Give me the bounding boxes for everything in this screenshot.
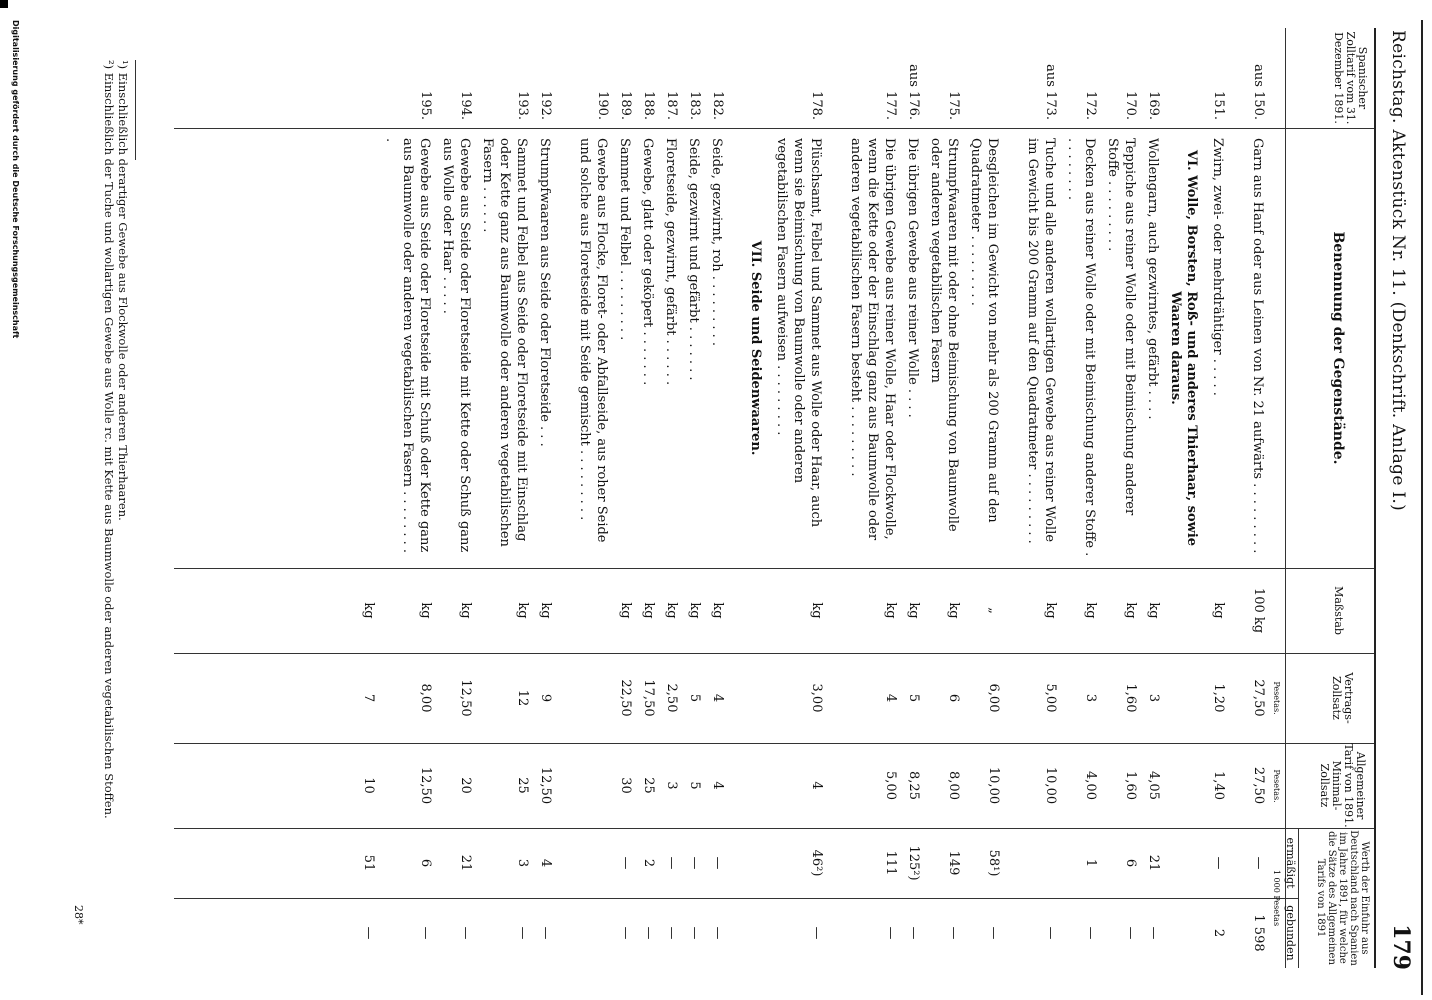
- footnote: ¹) Einschließlich derartiger Gewebe aus Flockwolle oder anderen Thierhaaren.: [116, 60, 130, 521]
- general-rate-cell: 8,00: [946, 771, 961, 800]
- tariff-number: 193.: [515, 91, 530, 120]
- reduced-value-cell: —: [664, 856, 679, 870]
- tariff-number: 170.: [1123, 91, 1138, 120]
- general-rate-cell: 25: [515, 777, 530, 794]
- general-rate-cell: 4,00: [1083, 771, 1098, 800]
- bound-value-cell: —: [458, 926, 473, 940]
- tariff-number: aus 173.: [1043, 64, 1058, 120]
- signature-mark: 28*: [72, 905, 85, 925]
- bound-value-cell: —: [361, 926, 376, 940]
- convention-rate-cell: 9: [538, 693, 553, 703]
- item-description: Teppiche aus reiner Wolle oder mit Beimischung anderer Stoffe . . . . . . . . .: [1105, 138, 1137, 516]
- item-description: Die übrigen Gewebe aus reiner Wolle . . . .: [905, 138, 920, 418]
- reduced-value-cell: 21: [1146, 854, 1161, 872]
- general-rate-cell: 12,50: [418, 766, 433, 805]
- col-header-reduced: ermäßigt: [1284, 837, 1297, 889]
- general-rate-cell: 20: [458, 777, 473, 794]
- bound-value-cell: —: [946, 926, 961, 940]
- col-header-description: Benennung der Gegenstände.: [1330, 231, 1346, 465]
- reduced-value-cell: —: [710, 856, 725, 870]
- reduced-value-cell: 6: [418, 858, 433, 868]
- item-description: Gewebe aus Seide oder Floretseide mit Schuß oder Kette ganz aus Baumwolle oder anderen vegetabilischen Fasern . . . . . . . . .: [383, 138, 432, 554]
- bound-value-cell: —: [538, 926, 553, 940]
- convention-rate-cell: 1,20: [1211, 683, 1226, 713]
- unit-cell: kg: [1083, 602, 1098, 619]
- item-description: Gewebe aus Flocke, Floret- oder Abfallseide, aus roher Seide und solche aus Floretseide mit Seide gemischt . . . . . . . . .: [577, 138, 609, 543]
- item-description: Strumpfwaaren mit oder ohne Beimischung von Baumwolle oder anderen vegetabilischen Fasern: [928, 138, 960, 532]
- convention-rate-cell: 5,00: [1043, 683, 1058, 713]
- bound-value-cell: 1 598: [1251, 914, 1266, 952]
- general-rate-cell: 4: [809, 781, 824, 790]
- item-description: Seide, gezwirnt, roh . . . . . . . . .: [709, 138, 724, 347]
- tariff-number: 192.: [538, 91, 553, 120]
- item-description: Desgleichen im Gewicht von mehr als 200 Gramm auf den Quadratmeter . . . . . . . . .: [968, 138, 1000, 523]
- item-description: Sammet und Felbel aus Seide oder Floretseide mit Einschlag oder Kette ganz aus Baumwolle oder anderen vegetabilischen Fasern . . . . . .: [480, 138, 529, 547]
- convention-rate-cell: 1,60: [1123, 683, 1138, 713]
- tariff-number: aus 150.: [1251, 64, 1266, 120]
- general-rate-cell: 10,00: [1043, 766, 1058, 805]
- convention-rate-cell: 3: [1083, 693, 1098, 703]
- tariff-number: 172.: [1083, 91, 1098, 120]
- general-rate-cell: 5,00: [883, 771, 898, 800]
- convention-rate-cell: 22,50: [618, 679, 633, 717]
- unit-cell: kg: [641, 602, 656, 619]
- convention-rate-cell: 6: [946, 693, 961, 703]
- bound-value-cell: —: [883, 926, 898, 940]
- general-rate-cell: 30: [618, 777, 633, 794]
- unit-cell: kg: [361, 602, 376, 619]
- unit-cell: kg: [883, 602, 898, 619]
- reduced-value-cell: 6: [1123, 858, 1138, 868]
- unit-cell: „: [986, 607, 1001, 614]
- col-divider: [174, 898, 1299, 899]
- col-header-unit: Maßstab: [1332, 586, 1345, 635]
- convention-rate-cell: 7: [361, 693, 376, 703]
- item-description: Zwirn, zwei- oder mehrdrähtiger . . . . .: [1210, 138, 1225, 396]
- tariff-number: 194.: [458, 91, 473, 120]
- unit-cell: kg: [458, 602, 473, 619]
- item-description: Plüschsamt, Felbel und Sammet aus Wolle oder Haar, auch wenn sie Beimischung von Baumwolle oder anderen vegetabilischen Fasern aufweisen . . . . . . . . .: [774, 138, 823, 528]
- tariff-number: aus 176.: [906, 64, 921, 120]
- tariff-number: 169.: [1146, 91, 1161, 120]
- bound-value-cell: —: [515, 926, 530, 940]
- header-title: Reichstag. Aktenstück Nr. 11. (Denkschrift. Anlage I.): [1388, 30, 1408, 512]
- unit-cell: kg: [710, 602, 725, 619]
- col-divider: [174, 568, 1374, 569]
- tariff-number: 175.: [946, 91, 961, 120]
- bound-value-cell: —: [687, 926, 702, 940]
- tariff-number: 182.: [710, 91, 725, 120]
- tariff-number: 189.: [618, 91, 633, 120]
- tariff-table: [174, 28, 1376, 968]
- reduced-value-cell: 111: [883, 850, 898, 876]
- bound-value-cell: —: [664, 926, 679, 940]
- reduced-value-cell: 21: [458, 854, 473, 872]
- bound-value-cell: —: [906, 926, 921, 940]
- subheader-rule: [1298, 828, 1299, 968]
- reduced-value-cell: 1: [1083, 858, 1098, 868]
- bound-value-cell: —: [641, 926, 656, 940]
- running-header: [1380, 30, 1420, 970]
- bound-value-cell: —: [418, 926, 433, 940]
- convention-rate-cell: 5: [687, 693, 702, 703]
- reduced-value-cell: —: [1251, 856, 1266, 870]
- header-rule: [1285, 28, 1286, 968]
- general-rate-cell: 10: [361, 777, 376, 794]
- reduced-value-cell: —: [1211, 856, 1226, 870]
- bound-value-cell: —: [1083, 926, 1098, 940]
- col-header-tariff: Spanischer Zolltarif vom 31. Dezember 1891.: [1332, 31, 1369, 125]
- reduced-value-cell: 46²): [809, 849, 824, 877]
- unit-cell: kg: [1146, 602, 1161, 619]
- unit-cell: kg: [664, 602, 679, 619]
- tariff-number: 195.: [418, 91, 433, 120]
- item-description: Gewebe aus Seide oder Floretseide mit Kette oder Schuß ganz aus Wolle oder Haar . . . . .: [440, 138, 472, 553]
- general-rate-cell: 4: [710, 781, 725, 790]
- reduced-value-cell: 3: [515, 858, 530, 868]
- reduced-value-cell: —: [687, 856, 702, 870]
- footnote: ²) Einschließlich der Tuche und wollartigen Gewebe aus Wolle rc. mit Kette aus Baumwolle oder anderen vegetabilischen Stoffen.: [102, 60, 116, 819]
- item-description: Gewebe, glatt oder geköpert . . . . . . .: [640, 138, 655, 386]
- tariff-number: 188.: [641, 91, 656, 120]
- col-header-bound: gebunden: [1284, 905, 1297, 961]
- tariff-number: 187.: [664, 91, 679, 120]
- item-description: Tuche und alle anderen wollartigen Gewebe aus reiner Wolle im Gewicht bis 200 Gramm auf den Quadratmeter . . . . . . . . .: [1025, 138, 1057, 544]
- unit-cell: kg: [418, 602, 433, 619]
- general-rate-cell: 10,00: [986, 766, 1001, 805]
- value-unit-label: 1 000 Pesetas: [1272, 869, 1281, 927]
- bound-value-cell: —: [618, 926, 633, 940]
- unit-cell: kg: [687, 602, 702, 619]
- convention-rate-cell: 17,50: [641, 679, 656, 717]
- convention-rate-cell: 3: [1146, 693, 1161, 703]
- convention-rate-cell: 8,00: [418, 683, 433, 713]
- col-divider: [174, 128, 1374, 129]
- bound-value-cell: —: [710, 926, 725, 940]
- reduced-value-cell: 149: [946, 850, 961, 876]
- bound-value-cell: —: [1146, 926, 1161, 940]
- unit-cell: kg: [538, 602, 553, 619]
- section-heading: VII. Seide und Seidenwaaren.: [748, 240, 763, 456]
- currency-label: Pesetas.: [1272, 769, 1281, 803]
- item-description: Die übrigen Gewebe aus reiner Wolle, Haar oder Flockwolle, wenn die Kette oder der Einschlag ganz aus Baumwolle oder anderen vegetabilischen Fasern besteht . . . . . . . . .: [848, 138, 897, 541]
- general-rate-cell: 8,25: [906, 771, 921, 800]
- footnotes: [102, 60, 130, 960]
- tariff-number: 183.: [687, 91, 702, 120]
- general-rate-cell: 25: [641, 777, 656, 794]
- col-header-value: Werth der Einfuhr aus Deutschland nach Spanien im Jahre 1891, für welche die Sätze des Allgemeinen Tarifs von 1891: [1315, 830, 1370, 966]
- unit-cell: kg: [809, 602, 824, 619]
- col-divider: [174, 743, 1374, 744]
- general-rate-cell: 12,50: [538, 766, 553, 805]
- item-description: Garn aus Hanf oder aus Leinen von Nr. 21 aufwärts . . . . . . . . .: [1250, 138, 1265, 554]
- reduced-value-cell: —: [618, 856, 633, 870]
- general-rate-cell: 5: [687, 781, 702, 790]
- page-number: 179: [1388, 924, 1414, 970]
- item-description: Strumpfwaaren aus Seide oder Floretseide . . .: [537, 138, 552, 447]
- bound-value-cell: —: [1043, 926, 1058, 940]
- reduced-value-cell: 2: [641, 858, 656, 868]
- reduced-value-cell: 4: [538, 858, 553, 868]
- col-header-convention: Vertrags-Zollsatz: [1330, 672, 1355, 724]
- item-description: Sammet und Felbel . . . . . . . . .: [617, 138, 632, 341]
- section-heading: VI. Wolle, Borsten, Roß- und anderes Thierhaar, sowie Waaren daraus.: [1168, 149, 1199, 547]
- unit-cell: kg: [1123, 602, 1138, 619]
- item-description: Seide, gezwirnt und gefärbt . . . . . . .: [686, 138, 701, 381]
- general-rate-cell: 1,60: [1123, 771, 1138, 800]
- unit-cell: kg: [618, 602, 633, 619]
- col-header-general: Allgemeiner Tarif von 1891. Minimal-Zollsatz: [1318, 743, 1367, 828]
- tariff-number: 190.: [595, 91, 610, 120]
- unit-cell: kg: [1043, 602, 1058, 619]
- convention-rate-cell: 12,50: [458, 679, 473, 717]
- col-divider: [174, 653, 1374, 654]
- unit-cell: kg: [946, 602, 961, 619]
- unit-cell: kg: [515, 602, 530, 619]
- tariff-number: 178.: [809, 91, 824, 120]
- tariff-number: 177.: [883, 91, 898, 120]
- tariff-number: 151.: [1211, 91, 1226, 120]
- convention-rate-cell: 5: [906, 693, 921, 703]
- col-divider: [174, 828, 1374, 829]
- item-description: Decken aus reiner Wolle oder mit Beimischung anderer Stoffe . . . . . . . . .: [1065, 138, 1097, 557]
- item-description: Wollengarn, auch gezwirntes, gefärbt . . . .: [1145, 138, 1160, 420]
- reduced-value-cell: 125²): [906, 845, 921, 881]
- bound-value-cell: 2: [1211, 928, 1226, 938]
- bound-value-cell: —: [809, 926, 824, 940]
- footnote-rule: [135, 60, 136, 160]
- convention-rate-cell: 4: [710, 693, 725, 703]
- page-edge-rule: [1421, 20, 1423, 995]
- general-rate-cell: 4,05: [1146, 771, 1161, 800]
- convention-rate-cell: 4: [883, 693, 898, 703]
- bound-value-cell: —: [986, 926, 1001, 940]
- item-description: Floretseide, gezwirnt, gefärbt . . . . . .: [663, 138, 678, 386]
- convention-rate-cell: 2,50: [664, 683, 679, 713]
- general-rate-cell: 1,40: [1211, 771, 1226, 800]
- general-rate-cell: 27,50: [1251, 766, 1266, 805]
- unit-cell: kg: [1211, 602, 1226, 619]
- unit-cell: 100 kg: [1251, 587, 1266, 634]
- convention-rate-cell: 6,00: [986, 683, 1001, 713]
- convention-rate-cell: 3,00: [809, 683, 824, 713]
- convention-rate-cell: 27,50: [1251, 679, 1266, 717]
- unit-cell: kg: [906, 602, 921, 619]
- bound-value-cell: —: [1123, 926, 1138, 940]
- convention-rate-cell: 12: [515, 689, 530, 707]
- currency-label: Pesetas.: [1272, 681, 1281, 715]
- digitization-note: Digitalisierung gefördert durch die Deutsche Forschungsgemeinschaft: [11, 20, 20, 339]
- reduced-value-cell: 58¹): [986, 849, 1001, 877]
- general-rate-cell: 3: [664, 781, 679, 790]
- reduced-value-cell: 51: [361, 854, 376, 872]
